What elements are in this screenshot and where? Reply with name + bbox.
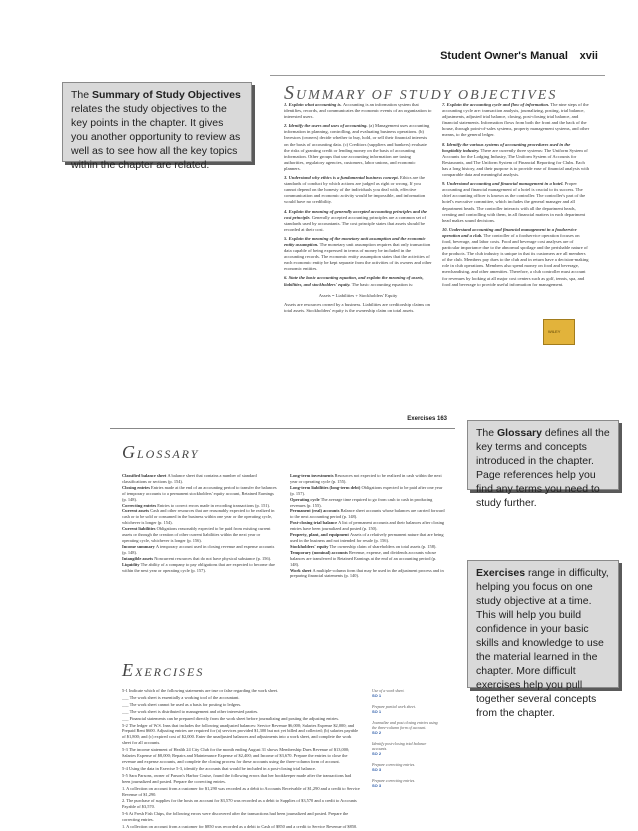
glossary-entry	[290, 568, 445, 580]
objective-heading: 3. Understand why ethics is a fundamental business concept.	[284, 175, 401, 181]
objective-heading: 5. Explain the meaning of the monetary unit assumption and the economic entity assumption.	[284, 235, 426, 247]
manual-title: Student Owner's Manual	[440, 50, 568, 62]
exercise-side-notes	[372, 688, 442, 794]
summary-page	[270, 75, 605, 370]
objective-heading: 2. Identify the users and uses of accounting.	[284, 123, 369, 129]
study-objective-ref: SO 1	[372, 693, 382, 698]
callout-bold-text: Summary of Study Objectives	[92, 89, 241, 101]
summary-left-column	[284, 102, 432, 317]
exercise-item: ___ The work sheet is essentially a working tool of the accountant.	[122, 694, 240, 700]
glossary-definition: A list of permanent accounts and their balances after closing entries have been journalized and posted (p. 150).	[290, 520, 445, 532]
exercises-heading: EXERCISES	[122, 660, 205, 680]
exercise-item: 1. A collection on account from a customer for $1,290 was recorded as a debit to Accounts Receivable of $1,290 and a credit to Service Revenue of $1,290.	[122, 785, 360, 797]
objective-text: The controller of a foodservice operation focuses on food, beverage, and labor costs. Food and beverage cost analyses are of particular importance due to the abnormal spoilage and the perishable nature of the products. The club industry is unique in that its customers are all members of the club. Members pay dues to the club and in return have a decision-making role in club operations. Members also spend money on food and beverage, merchandising, and other amenities. Therefore, a club controller must account for revenues by looking at all major cost centers such as golf, tennis, spa, and food and beverage to provide useful information for management.	[442, 232, 589, 287]
page-header	[0, 47, 638, 69]
glossary-entry	[122, 544, 277, 556]
objective-text: Accounting is an information system that identifies, records, and communicates the economic events of an organization to interested users.	[284, 102, 432, 120]
study-objective	[284, 236, 432, 273]
study-objective	[284, 209, 432, 233]
glossary-definition: Resources not expected to be realized in cash within the next year or operating cycle (p. 155).	[290, 473, 442, 484]
study-objective	[442, 102, 590, 139]
glossary-term: Income summary	[122, 543, 156, 549]
glossary-callout	[467, 420, 619, 509]
glossary-entry	[122, 508, 277, 526]
accounting-equation: Assets = Liabilities + Stockholders' Equity	[318, 292, 398, 298]
side-note	[372, 778, 442, 788]
exercise-item: ___ Financial statements can be prepared directly from the work sheet before journalizing and posting the adjusting entries.	[122, 715, 340, 721]
glossary-term: Intangible assets	[122, 555, 155, 561]
callout-text: range in difficulty, helping you focus on one study objective at a time. This will help you build confidence in your basic skills and knowledge to use the material learned in the chapter. More difficult exercises help you pull together several concepts from the chapter.	[476, 567, 609, 719]
objective-heading: 4. Explain the meaning of generally accepted accounting principles and the cost principle.	[284, 208, 428, 220]
side-note	[372, 704, 442, 714]
callout-text: defines all the key terms and concepts introduced in the chapter. Page references help you find any terms you need to study further.	[476, 427, 610, 509]
glossary-entry	[122, 526, 277, 544]
objective-text: Generally accepted accounting principles are a common set of standards used by accountants. The cost principle states that assets should be recorded at their cost.	[284, 214, 426, 232]
side-note	[372, 688, 442, 698]
objective-text: (a) Management uses accounting information in planning, controlling, and evaluating business operations. (b) Investors (owners) decide whether to buy, hold, or sell their financial interests on the basis of accounting data. (c) Creditors (suppliers and bankers) evaluate the risks of granting credit or lending money on the basis of accounting information. Other groups that use accounting information are taxing authorities, regulatory agencies, customers, labor unions, and economic planners.	[284, 123, 430, 171]
glossary-definition: Obligations reasonably expected to be paid from existing current assets or through the creation of other current liabilities within the next year or operating cycle, whichever is longer (p. 156).	[122, 526, 271, 543]
glossary-definition: Revenue, expense, and dividends accounts whose balances are transferred to Retained Earnings at the end of an accounting period (p. 148).	[290, 549, 437, 567]
exercise-item: 5-3 The income statement of Health 24 City Club for the month ending August 31 shows Membership Dues Revenue of $13,000; Salaries Expense of $8,000; Repairs and Maintenance Expense of $2,400; and Income of $3,670. Prepare the entries to close the revenue and expense accounts, and complete the closing process for these accounts using the three-column form of account.	[122, 747, 350, 764]
glossary-term: Property, plant, and equipment	[290, 532, 350, 538]
side-note	[372, 720, 442, 735]
exercise-item: 2. The purchase of supplies for the hosts on account for $3,570 was recorded as a debit to Supplies of $3,570 and a credit to Accounts Payable of $3,570.	[122, 798, 357, 810]
study-objective	[442, 142, 590, 179]
glossary-definition: Obligations expected to be paid after one year (p. 157).	[290, 484, 443, 496]
objective-heading: 9. Understand accounting and financial management in a hotel.	[442, 181, 565, 187]
study-objective-ref: SO 1	[372, 709, 382, 714]
objective-heading: 1. Explain what accounting is.	[284, 102, 343, 107]
glossary-entry	[290, 520, 445, 532]
glossary-definition: Cash and other resources that are reasonably expected to be realized in cash or to be sold or consumed in the business within one year or the operating cycle, whichever is longer (p. 154).	[122, 508, 275, 526]
exercise-item: 5-4 Using the data in Exercise 5-3, identify the accounts that would be included in a post-closing trial balance.	[122, 765, 316, 771]
exercise-item: ___ The work sheet is distributed to management and other interested parties.	[122, 708, 259, 714]
callout-bold-text: Exercises	[476, 567, 526, 579]
glossary-definition: Assets of a relatively permanent nature that are being used in the business and not intended for resale (p. 156).	[290, 532, 444, 543]
objective-text: There are currently three systems: The Uniform System of Accounts for the Lodging Industry, The Uniform System of Accounts for Restaurants, and The Uniform System of Financial Reporting for Clubs. Each has a long history, and their purpose is to provide ease of financial analysis with comparable data and meaningful analysis.	[442, 147, 590, 178]
exercise-item: 5-6 At Fresh Fish Chips, the following errors were discovered after the transactions had been journalized and posted. Prepare the correcting entries.	[122, 811, 349, 823]
page-number: xvii	[579, 50, 598, 62]
study-objective	[284, 102, 432, 120]
objective-text: The monetary unit assumption requires that only transaction data capable of being expressed in terms of money be included in the accounting records. The economic entity assumption states that the activities of each economic entity be kept separate from the activities of its owners and other economic entities.	[284, 241, 432, 272]
summary-callout	[62, 82, 252, 171]
study-objective	[442, 227, 590, 288]
glossary-entry	[122, 562, 277, 574]
exercise-item: 1. A collection on account from a customer for $850 was recorded as a debit to Cash of $850 and a credit to Service Revenue of $850.	[122, 824, 358, 830]
glossary-term: Classified balance sheet	[122, 473, 168, 478]
exercises-callout	[467, 560, 619, 719]
glossary-term: Long-term liabilities (long-term debt)	[290, 484, 362, 490]
glossary-entry	[122, 485, 277, 503]
side-note-text: Use of a work sheet.	[372, 688, 405, 693]
glossary-term: Current liabilities	[122, 526, 157, 532]
side-note-text: Identify post-closing trial balance accounts.	[372, 741, 427, 751]
callout-bold-text: Glossary	[497, 427, 542, 439]
study-objective-ref: SO 2	[372, 751, 382, 756]
glossary-entry	[122, 473, 277, 485]
glossary-definition: A temporary account used in closing revenue and expense accounts (p. 148).	[122, 543, 275, 555]
glossary-entry	[290, 550, 445, 568]
glossary-definition: The ability of a company to pay obligations that are expected to become due within the next year or operating cycle (p. 157).	[122, 561, 275, 573]
glossary-term: Long-term investments	[290, 473, 335, 478]
header-divider	[110, 428, 455, 429]
side-note-text: Journalize and post closing entries using the three-column form of account.	[372, 720, 438, 730]
study-objective-ref: SO 3	[372, 767, 382, 772]
glossary-term: Work sheet	[290, 567, 313, 573]
objective-text: Ethics are the standards of conduct by which actions are judged as right or wrong. If you cannot depend on the honesty of the individuals you deal with, effective communication and economic activity would be impossible, and information would have no credibility.	[284, 175, 426, 205]
callout-text: The	[71, 89, 93, 101]
glossary-definition: The average time required to go from cash to cash in producing revenues (p. 155).	[290, 496, 433, 508]
glossary-definition: Noncurrent resources that do not have physical substance (p. 156).	[154, 555, 272, 561]
glossary-entry	[290, 532, 445, 544]
glossary-entry	[290, 497, 445, 509]
study-objective-ref: SO 3	[372, 783, 382, 788]
glossary-term: Closing entries	[122, 484, 152, 490]
objective-text: The basic accounting equation is:	[351, 281, 414, 287]
exercise-page	[110, 408, 455, 830]
exercise-item: ___ The work sheet cannot be used as a basis for posting to ledgers.	[122, 701, 242, 707]
objective-text: Proper accounting and financial management of a hotel is crucial to its success. The chief accounting officer is known as the controller. The controller's part of the hotel's executive committee, which includes the general manager and all department heads. The controller interacts with all the department heads, creating and controlling with them, in all financial matters in each department head makes sound decisions.	[442, 181, 586, 223]
exercise-page-header: Exercises 163	[407, 416, 447, 422]
glossary-term: Permanent (real) accounts	[290, 508, 341, 514]
study-objective	[284, 123, 432, 172]
glossary-entry	[290, 508, 445, 520]
glossary-definition: A multiple-column form that may be used in the adjustment process and in preparing financial statements (p. 140).	[290, 567, 444, 579]
side-note	[372, 741, 442, 756]
side-note-text: Prepare partial work sheet.	[372, 704, 416, 709]
side-note-text: Prepare correcting entries.	[372, 762, 416, 767]
glossary-definition: The ownership claim of shareholders on total assets (p. 158).	[329, 543, 437, 549]
exercise-item: 5-2 The ledger of W.S. Inns that includes the following unadjusted balances: Service Revenue $6,000; Salaries Expense $2,000; and Prepaid Rent $600. Adjusting entries are required for (a) services provided $1,300 but not yet billed and collected; (b) salaries payable of $1,800; and (c) expired cost of $2,000. Enter the unadjusted balances and adjustments into a work sheet, and complete the work sheet for all accounts.	[122, 722, 359, 746]
glossary-term: Temporary (nominal) accounts	[290, 549, 349, 555]
glossary-definition: A balance sheet that contains a number of standard classifications or sections (p. 154).	[122, 473, 257, 484]
glossary-term: Liquidity	[122, 561, 141, 567]
glossary-term: Current assets	[122, 508, 151, 514]
summary-heading: SUMMARY OF STUDY OBJECTIVES	[284, 82, 558, 104]
study-objective	[284, 175, 432, 205]
exercise-item: 5-1 Indicate which of the following statements are true or false regarding the work sheet.	[122, 688, 279, 693]
glossary-entry	[290, 473, 445, 485]
study-objective	[284, 275, 432, 287]
glossary-term: Correcting entries	[122, 502, 158, 508]
objective-heading: 6. State the basic accounting equation, and explain the meaning of assets, liabilities, and stockholders' equity.	[284, 275, 424, 287]
glossary-term: Stockholders' equity	[290, 543, 330, 549]
side-note	[372, 762, 442, 772]
exercise-list	[122, 688, 360, 831]
study-objective	[442, 181, 590, 224]
side-note-text: Prepare correcting entries.	[372, 778, 416, 783]
glossary-left-column	[122, 473, 277, 573]
glossary-entry	[290, 485, 445, 497]
glossary-term: Post-closing trial balance	[290, 520, 339, 526]
objective-heading: 7. Explain the accounting cycle and flow of information.	[442, 102, 551, 107]
study-objective-ref: SO 2	[372, 730, 382, 735]
glossary-heading: GLOSSARY	[122, 442, 200, 462]
callout-text: relates the study objectives to the key points in the chapter. It gives you another opportunity to review as well as to see how all the key topics within the chapter are related.	[71, 103, 241, 171]
glossary-term: Operating cycle	[290, 496, 321, 502]
objective-text: The nine steps of the accounting cycle are: transaction analysis, journalizing, posting, trial balance, adjustments, adjusted trial balance, closing, post-closing trial balance, and financial statements. Information flows from both the front and the back of the house, through point-of-sales systems, property management systems, and other means, to the general ledger.	[442, 102, 590, 138]
glossary-right-column	[290, 473, 445, 579]
glossary-definition: Entries to correct errors made in recording transactions (p. 151).	[157, 502, 271, 508]
objective-heading: 8. Identify the various systems of accounting procedures used in the hospitality industry.	[442, 141, 571, 153]
objective-heading: 10. Understand accounting and financial management in a foodservice operation and a club.	[442, 226, 577, 238]
glossary-definition: Entries made at the end of an accounting period to transfer the balances of temporary accounts to a permanent stockholders' equity account, Retained Earnings (p. 148).	[122, 484, 277, 502]
exercise-item: 5-5 Sara Parsons, owner of Parson's Harbor Cruise, found the following errors that her bookkeeper made after the transactions had been journalized and posted. Prepare the correcting entries.	[122, 772, 352, 784]
glossary-definition: Balance sheet accounts whose balances are carried forward to the next accounting period (p. 148).	[290, 508, 445, 520]
callout-text: The	[476, 427, 498, 439]
summary-right-column	[442, 102, 590, 291]
objective-text: Assets are resources owned by a business. Liabilities are creditorship claims on total assets. Stockholders' equity is the ownership claim on total assets.	[284, 301, 430, 313]
publisher-logo: WILEY	[543, 319, 575, 345]
